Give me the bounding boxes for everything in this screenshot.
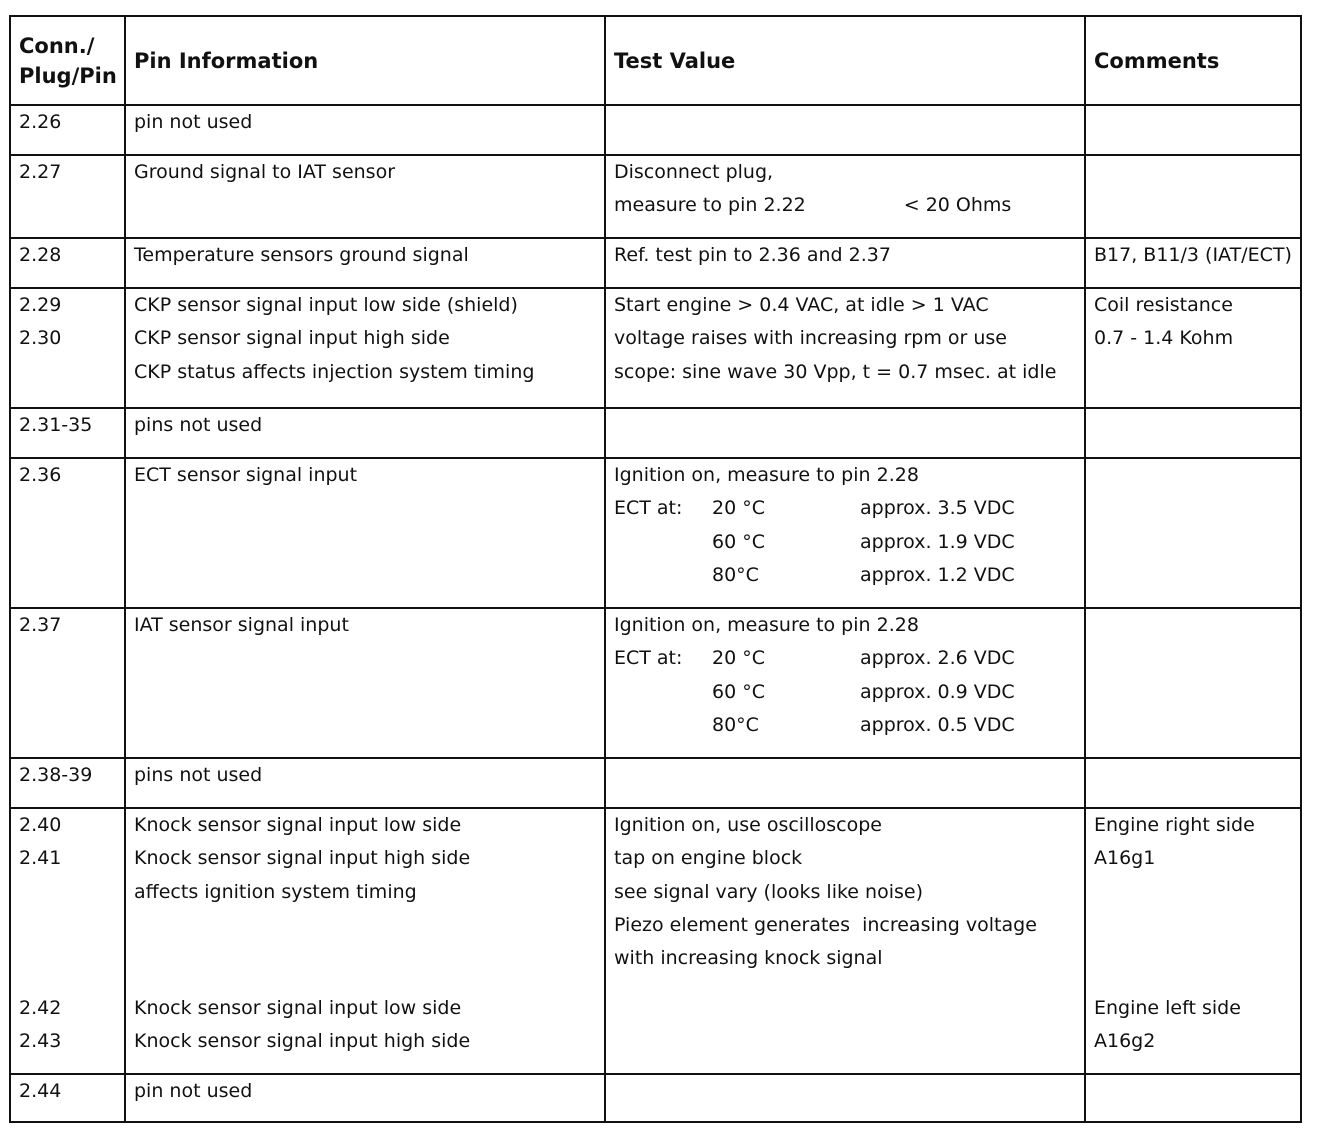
ect-voltage: approx. 2.6 VDC: [860, 647, 1015, 670]
comment-cell: [1085, 458, 1301, 608]
info-cell: [125, 608, 605, 758]
test-cell: [605, 758, 1085, 808]
pin-info: Ground signal to IAT sensor: [134, 161, 396, 183]
pin-number: 2.43: [19, 1029, 62, 1052]
comment-cell: [1085, 155, 1301, 238]
pin-cell: [10, 808, 125, 1074]
comment-line: Engine right side: [1094, 814, 1255, 836]
ect-temp: 20 °C: [712, 497, 765, 520]
test-line: tap on engine block: [614, 847, 803, 870]
pin-cell: [10, 238, 125, 288]
pin-cell: [10, 288, 125, 408]
test-line: Piezo element generates increasing voltage: [614, 913, 1037, 936]
pin-info: Knock sensor signal input high side: [134, 847, 471, 870]
pin-info: pin not used: [134, 1080, 253, 1102]
test-cell: [605, 238, 1085, 288]
test-line: voltage raises with increasing rpm or use: [614, 327, 1007, 350]
pin-number: 2.42: [19, 996, 62, 1019]
comment-cell: [1085, 608, 1301, 758]
ect-temp: 60 °C: [712, 680, 765, 703]
pin-info: affects ignition system timing: [134, 880, 417, 903]
pin-info: Knock sensor signal input low side: [134, 996, 462, 1019]
ect-temp: 80°C: [712, 563, 759, 586]
comment-cell: [1085, 105, 1301, 155]
table-row: [10, 408, 1301, 458]
info-cell: [125, 408, 605, 458]
pin-number: 2.30: [19, 327, 62, 350]
test-line: Ref. test pin to 2.36 and 2.37: [614, 244, 891, 266]
test-line: scope: sine wave 30 Vpp, t = 0.7 msec. at idle: [614, 360, 1057, 383]
header-conn-line2: Plug/Pin: [19, 63, 117, 88]
info-cell: [125, 808, 605, 1074]
table-row: [10, 155, 1301, 238]
test-cell: [605, 408, 1085, 458]
pin-info: pin not used: [134, 111, 253, 133]
test-cell: [605, 1074, 1085, 1122]
header-conn: [10, 16, 125, 105]
table-row: [10, 608, 1301, 758]
pin-info: CKP status affects injection system timing: [134, 360, 535, 383]
pin-number: 2.36: [19, 464, 62, 486]
ect-temp: 60 °C: [712, 530, 765, 553]
comment-cell: [1085, 238, 1301, 288]
test-text: measure to pin 2.22: [614, 194, 806, 217]
test-cell: [605, 105, 1085, 155]
comment-line: A16g1: [1094, 847, 1156, 870]
comment-cell: [1085, 808, 1301, 1074]
ect-voltage: approx. 3.5 VDC: [860, 497, 1015, 520]
ect-voltage: approx. 0.5 VDC: [860, 713, 1015, 736]
info-cell: [125, 105, 605, 155]
pin-number: 2.38-39: [19, 764, 93, 786]
info-cell: [125, 458, 605, 608]
pin-info: pins not used: [134, 414, 263, 436]
info-cell: [125, 155, 605, 238]
info-cell: [125, 238, 605, 288]
table-row: [10, 288, 1301, 408]
table-row: [10, 105, 1301, 155]
pin-info: CKP sensor signal input high side: [134, 327, 450, 350]
test-line: [614, 189, 1076, 222]
pin-info: pins not used: [134, 764, 263, 786]
pin-info: Temperature sensors ground signal: [134, 244, 469, 266]
table-row: [10, 238, 1301, 288]
comment-cell: [1085, 288, 1301, 408]
table-row: [10, 1074, 1301, 1122]
pin-info: ECT sensor signal input: [134, 464, 358, 486]
pin-number: 2.28: [19, 244, 62, 266]
test-line: Ignition on, measure to pin 2.28: [614, 464, 919, 486]
pin-info: Knock sensor signal input low side: [134, 814, 462, 836]
header-conn-line1: Conn./: [19, 33, 95, 58]
ect-voltage: approx. 0.9 VDC: [860, 680, 1015, 703]
pin-number: 2.26: [19, 111, 62, 133]
pin-cell: [10, 608, 125, 758]
pin-cell: [10, 758, 125, 808]
ect-temp: 80°C: [712, 713, 759, 736]
pin-cell: [10, 1074, 125, 1122]
header-test-value: Test Value: [605, 16, 1085, 105]
table-row: [10, 758, 1301, 808]
info-cell: [125, 758, 605, 808]
pin-number: 2.44: [19, 1080, 62, 1102]
comment-line: Engine left side: [1094, 996, 1241, 1019]
comment-line: A16g2: [1094, 1029, 1156, 1052]
test-cell: [605, 608, 1085, 758]
test-line: Disconnect plug,: [614, 161, 774, 183]
header-pin-info: Pin Information: [125, 16, 605, 105]
ect-label: ECT at:: [614, 497, 683, 520]
test-threshold: < 20 Ohms: [903, 194, 1012, 217]
test-line: Ignition on, use oscilloscope: [614, 814, 882, 836]
ect-temp: 20 °C: [712, 647, 765, 670]
comment-line: B17, B11/3 (IAT/ECT): [1094, 244, 1292, 266]
test-line: Ignition on, measure to pin 2.28: [614, 614, 919, 636]
test-line: with increasing knock signal: [614, 947, 883, 970]
test-cell: [605, 155, 1085, 238]
table-row: [10, 808, 1301, 1074]
pin-number: 2.29: [19, 294, 62, 316]
ect-label: ECT at:: [614, 647, 683, 670]
pin-cell: [10, 105, 125, 155]
pin-cell: [10, 408, 125, 458]
pin-info: Knock sensor signal input high side: [134, 1030, 471, 1053]
header-row: [10, 16, 1301, 105]
ect-voltage: approx. 1.9 VDC: [860, 530, 1015, 553]
comment-line: Coil resistance: [1094, 294, 1233, 316]
ect-values: [614, 642, 1076, 742]
pin-number: 2.31-35: [19, 414, 93, 436]
comment-line: 0.7 - 1.4 Kohm: [1094, 327, 1234, 350]
pin-number: 2.40: [19, 814, 62, 836]
test-cell: [605, 458, 1085, 608]
info-cell: [125, 288, 605, 408]
test-line: Start engine > 0.4 VAC, at idle > 1 VAC: [614, 294, 989, 316]
test-line: see signal vary (looks like noise): [614, 880, 923, 903]
pin-cell: [10, 155, 125, 238]
comment-cell: [1085, 758, 1301, 808]
pin-number: 2.41: [19, 847, 62, 870]
test-cell: [605, 808, 1085, 1074]
pin-number: 2.37: [19, 614, 62, 636]
ect-voltage: approx. 1.2 VDC: [860, 563, 1015, 586]
comment-cell: [1085, 408, 1301, 458]
pin-number: 2.27: [19, 161, 62, 183]
pin-info: IAT sensor signal input: [134, 614, 349, 636]
comment-cell: [1085, 1074, 1301, 1122]
header-comments: Comments: [1085, 16, 1301, 105]
pin-table: [9, 15, 1302, 1123]
pin-info: CKP sensor signal input low side (shield): [134, 294, 518, 316]
info-cell: [125, 1074, 605, 1122]
test-cell: [605, 288, 1085, 408]
pin-cell: [10, 458, 125, 608]
table-row: [10, 458, 1301, 608]
ect-values: [614, 492, 1076, 592]
